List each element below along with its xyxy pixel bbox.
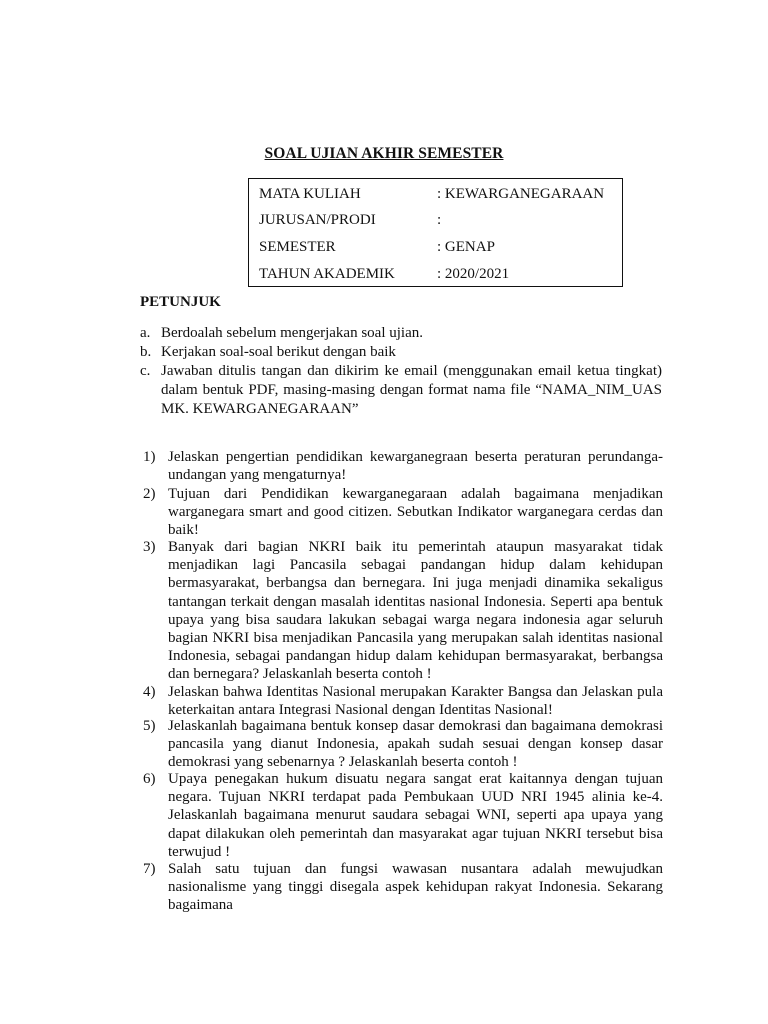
instruction-marker: a. xyxy=(140,325,151,341)
question-number: 5) xyxy=(143,718,156,734)
question-number: 1) xyxy=(143,449,156,465)
instruction-text: Jawaban ditulis tangan dan dikirim ke email (menggunakan email ketua tingkat) dalam bentuk PDF, masing-masing dengan format nama file “NAMA_NIM_UAS MK. KEWARGANEGARAAN” xyxy=(161,363,662,417)
question-number: 4) xyxy=(143,684,156,700)
question-text: Salah satu tujuan dan fungsi wawasan nusantara adalah mewujudkan nasionalisme yang tinggi disegala aspek kehidupan rakyat Indonesia. Sekarang bagaimana xyxy=(168,861,663,914)
info-label: MATA KULIAH xyxy=(259,186,361,202)
question-text: Tujuan dari Pendidikan kewarganegaraan adalah bagaimana menjadikan warganegara smart and good citizen. Sebutkan Indikator warganegara cerdas dan baik! xyxy=(168,486,663,539)
question-text: Jelaskanlah bagaimana bentuk konsep dasar demokrasi dan bagaimana demokrasi pancasila yang dianut Indonesia, apakah sudah sesuai dengan konsep dasar demokrasi yang sebenarnya ? Jelaskanlah beserta contoh ! xyxy=(168,718,663,771)
instruction-marker: b. xyxy=(140,344,152,360)
question-text: Jelaskan bahwa Identitas Nasional merupakan Karakter Bangsa dan Jelaskan pula keterkaitan antara Integrasi Nasional dengan Identitas Nasional! xyxy=(168,684,663,719)
question-number: 2) xyxy=(143,486,156,502)
question-text: Jelaskan pengertian pendidikan kewarganegraan beserta peraturan perundanga-undangan yang mengaturnya! xyxy=(168,449,663,484)
info-value: : xyxy=(437,212,442,228)
instruction-text: Kerjakan soal-soal berikut dengan baik xyxy=(161,344,396,360)
question-number: 7) xyxy=(143,861,156,877)
info-value: : 2020/2021 xyxy=(437,266,510,282)
instruction-text: Berdoalah sebelum mengerjakan soal ujian. xyxy=(161,325,423,341)
question-number: 3) xyxy=(143,539,156,555)
course-info-box xyxy=(248,178,623,287)
instruction-marker: c. xyxy=(140,363,151,379)
question-number: 6) xyxy=(143,771,156,787)
info-label: TAHUN AKADEMIK xyxy=(259,266,395,282)
question-text: Banyak dari bagian NKRI baik itu pemerintah ataupun masyarakat tidak menjadikan lagi Pancasila sebagai pandangan hidup dalam kehidupan bermasyarakat, berbangsa dan bernegara. Ini juga menjadi dinamika sekaligus tantangan terkait dengan masalah identitas nasional Indonesia. Seperti apa bentuk upaya yang bisa saudara lakukan sebagai warga negara indonesia agar seluruh bagian NKRI bisa menjadikan Pancasila yang merupakan salah identitas nasional Indonesia, sebagai pandangan hidup dalam kehidupan bermasyarakat, berbangsa dan bernegara? Jelaskanlah beserta contoh ! xyxy=(168,539,663,683)
info-value: : GENAP xyxy=(437,239,495,255)
instructions-heading: PETUNJUK xyxy=(140,294,221,310)
info-value: : KEWARGANEGARAAN xyxy=(437,186,605,202)
document-title: SOAL UJIAN AKHIR SEMESTER xyxy=(264,145,504,162)
question-text: Upaya penegakan hukum disuatu negara sangat erat kaitannya dengan tujuan negara. Tujuan NKRI terdapat pada Pembukaan UUD NRI 1945 alinia ke-4. Jelaskanlah bagaimana menurut saudara sebagai WNI, seperti apa upaya yang dapat dilakukan oleh pemerintah dan masyarakat agar tujuan NKRI tersebut bisa terwujud ! xyxy=(168,771,663,860)
info-label: JURUSAN/PRODI xyxy=(259,212,376,228)
info-label: SEMESTER xyxy=(259,239,336,255)
